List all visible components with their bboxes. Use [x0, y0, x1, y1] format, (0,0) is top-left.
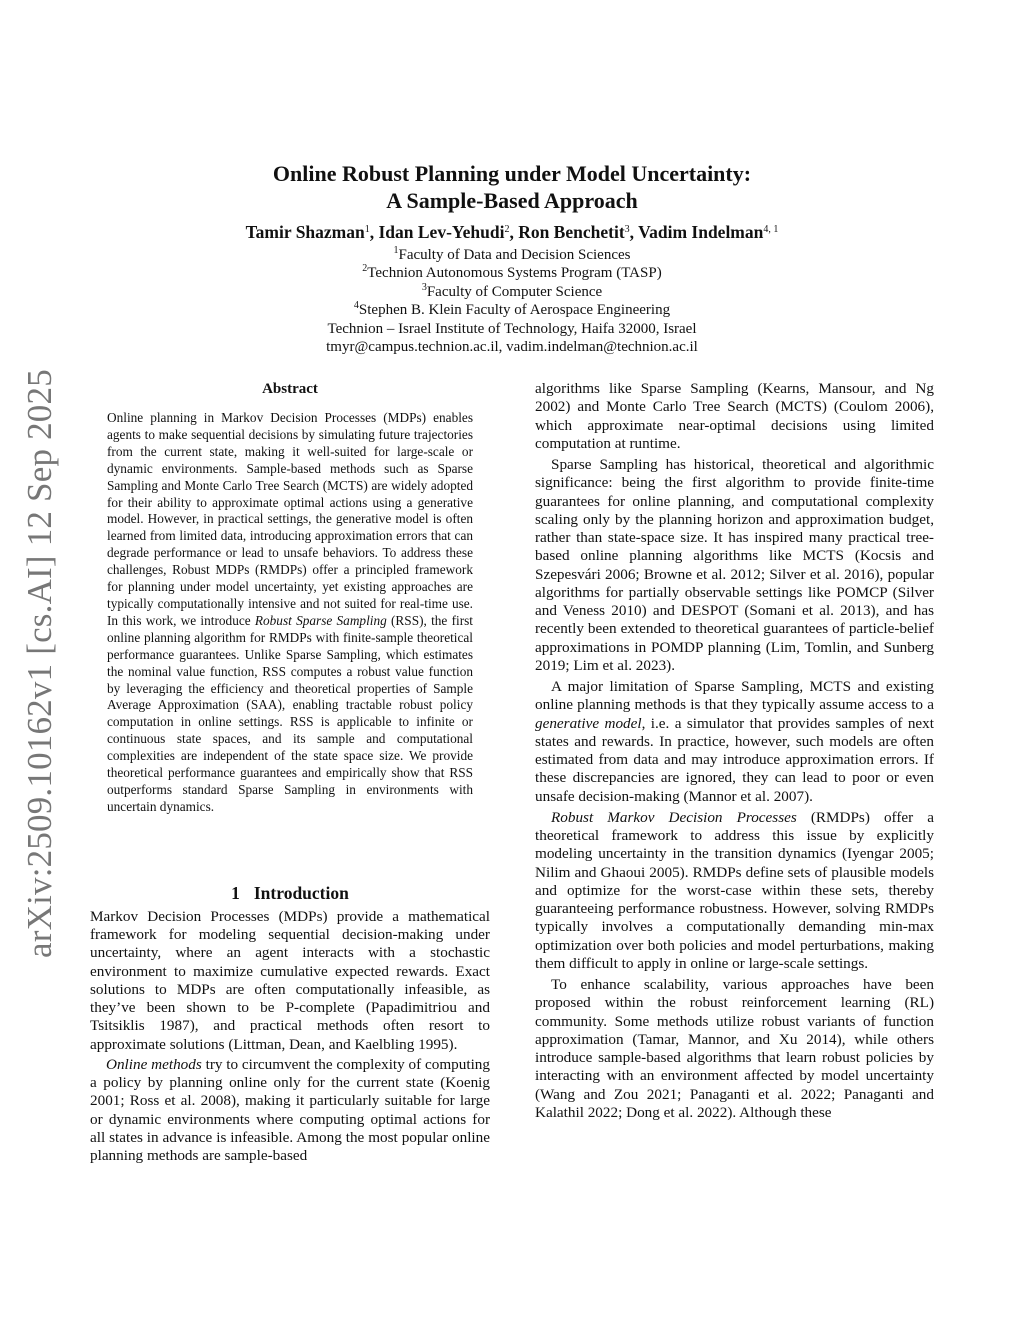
affiliation-text: Stephen B. Klein Faculty of Aerospace Engineering [358, 302, 671, 319]
affiliation-sup: 1 [393, 245, 399, 256]
right-paragraph-4: To enhance scalability, various approaches have been proposed within the robust reinforcement learning (RL) community. Some methods utilize robust variants of function approximation (Tamar, Mannor, and Xu 2014), while others introduce sample-based algorithms that learn robust policies by interacting with an environment affected by model uncertainty (Wang and Zou 2021; Panaganti et al. 2022; Panaganti and Kalathil 2022; Dong et al. 2022). Although these [535, 976, 934, 1121]
abstract-text-part: Online planning in Markov Decision Processes (MDPs) enables agents to make sequential decisions by simulating future trajectories from the current state, making it well-suited for large-scale or dynamic environments. Sample-based methods such as Sparse Sampling and Monte Carlo Tree Search (MCTS) are widely adopted for their ability to approximate optimal actions using a generative model. However, in practical settings, the generative model is often learned from limited data, introducing approximation errors that can degrade performance or lead to unsafe behaviors. To address these challenges, Robust MDPs (RMDPs) offer a principled framework for planning under model uncertainty, yet existing approaches are typically computationally intensive and not suited for real-time use. In this work, we introduce [107, 410, 473, 628]
affiliation-text: Technion Autonomous Systems Program (TASP) [367, 265, 662, 282]
author-name: Tamir Shazman [245, 222, 365, 242]
section-title: Introduction [253, 882, 349, 903]
affiliation-line [90, 264, 934, 282]
affiliation-line [90, 301, 934, 319]
title-line-1: Online Robust Planning under Model Uncertainty: [272, 161, 752, 186]
right-column [535, 380, 934, 1122]
affiliation-line [90, 283, 934, 301]
affiliation-sup: 3 [421, 281, 427, 293]
author-affil-sup: 4, 1 [763, 224, 779, 235]
arxiv-identifier-stamp: arXiv:2509.10162v1 [cs.AI] 12 Sep 2025 [20, 369, 59, 958]
right-emphasis: generative model [535, 714, 642, 732]
affiliation-text: Faculty of Data and Decision Sciences [398, 247, 631, 263]
author-list [90, 220, 934, 244]
affiliations [90, 246, 934, 356]
right-paragraph-3 [535, 809, 934, 973]
right-emphasis: Robust Markov Decision Processes [551, 808, 797, 826]
right-paragraph-0: algorithms like Sparse Sampling (Kearns, Mansour, and Ng 2002) and Monte Carlo Tree Search (MCTS) (Coulom 2006), which approximate near-optimal decisions using limited computation at runtime. [535, 380, 934, 452]
author-affil-sup: 1 [364, 224, 370, 235]
author-name: Idan Lev-Yehudi [378, 222, 505, 242]
author-affil-sup: 2 [504, 224, 510, 235]
right-paragraph-3-text: (RMDPs) offer a theoretical framework to address this issue by explicitly modeling uncertainty in the transition dynamics (Iyengar 2005; Nilim and Ghaoui 2005). RMDPs define sets of plausible models and optimize for the worst-case within these sets, thereby guaranteeing performance robustness. However, solving RMDPs typically involves a computationally demanding min-max optimization over both policies and model perturbations, making them difficult to apply in online or large-scale settings. [535, 808, 934, 972]
right-paragraph-2-text: , i.e. a simulator that provides samples of next states and rewards. In practice, however, such models are often estimated from data and may introduce approximation errors. If these discrepancies are ignored, they can lead to poor or even unsafe decision-making (Mannor et al. 2007). [535, 714, 934, 805]
author-separator: , [369, 222, 379, 242]
affiliation-sup: 2 [362, 263, 368, 275]
author-name: Ron Benchetit [518, 222, 625, 242]
paper-title [90, 160, 934, 214]
author-name: Vadim Indelman [638, 222, 764, 242]
author-separator: , [509, 222, 519, 242]
intro-paragraph-1: Markov Decision Processes (MDPs) provide a mathematical framework for modeling sequential decision-making under uncertainty, where an agent interacts with a stochastic environment to maximize cumulative expected rewards. Exact solutions to MDPs are often computationally infeasible, as they’ve been shown to be P-complete (Papadimitriou and Tsitsiklis 1987), and practical methods often resort to approximate solutions (Littman, Dean, and Kaelbling 1995). [90, 907, 490, 1053]
author-separator: , [629, 222, 639, 242]
abstract-heading: Abstract [262, 381, 318, 397]
intro-emphasis: Online methods [106, 1055, 202, 1073]
intro-paragraph-2 [90, 1056, 490, 1166]
section-heading-introduction [90, 882, 490, 904]
right-paragraph-2 [535, 678, 934, 806]
left-column [90, 380, 490, 1165]
author-emails[interactable]: tmyr@campus.technion.ac.il, vadim.indelman@technion.ac.il [326, 339, 698, 356]
author-affil-sup: 3 [624, 224, 630, 235]
abstract-text-part: (RSS), the first online planning algorithm for RMDPs with finite-sample theoretical performance guarantees. Unlike Sparse Sampling, which estimates the nominal value function, RSS computes a robust value function by leveraging the efficiency and theoretical properties of Sample Average Approximation (SAA), enabling tractable robust policy computation in online settings. RSS is applicable to infinite or continuous state spaces, and its sample and computational complexities are independent of the state space size. We provide theoretical performance guarantees and empirically show that RSS outperforms standard Sparse Sampling in environments with uncertain dynamics. [107, 612, 473, 814]
affiliation-line [90, 246, 934, 264]
right-paragraph-2-text: A major limitation of Sparse Sampling, MCTS and existing online planning methods is that they typically assume access to a [535, 678, 934, 714]
title-line-2: A Sample-Based Approach [386, 188, 638, 213]
institution: Technion – Israel Institute of Technology, Haifa 32000, Israel [327, 320, 697, 337]
abstract-emphasis: Robust Sparse Sampling [254, 612, 387, 628]
paper-header [90, 160, 934, 356]
intro-paragraph-2-text: try to circumvent the complexity of computing a policy by planning online only for the current state (Koenig 2001; Ross et al. 2008), making it particularly suitable for large or dynamic environments where computing optimal actions for all states in advance is infeasible. Among the most popular online planning methods are sample-based [90, 1055, 490, 1164]
affiliation-sup: 4 [353, 300, 359, 312]
section-number: 1 [231, 882, 240, 903]
right-paragraph-1: Sparse Sampling has historical, theoretical and algorithmic significance: being the first algorithm to provide finite-time guarantees for online planning, and computational complexity scaling only by the planning horizon and approximation budget, rather than state-space size. It has inspired many practical tree-based online planning algorithms like MCTS (Kocsis and Szepesvári 2006; Browne et al. 2012; Silver et al. 2016), popular algorithms for partially observable settings like POMCP (Silver and Veness 2010) and DESPOT (Somani et al. 2013), and has recently been extended to theoretical guarantees of particle-belief approximations in POMDP planning (Lim, Tomlin, and Sunberg 2019; Lim et al. 2023). [535, 456, 934, 674]
abstract-text [107, 410, 473, 816]
affiliation-text: Faculty of Computer Science [426, 283, 603, 300]
